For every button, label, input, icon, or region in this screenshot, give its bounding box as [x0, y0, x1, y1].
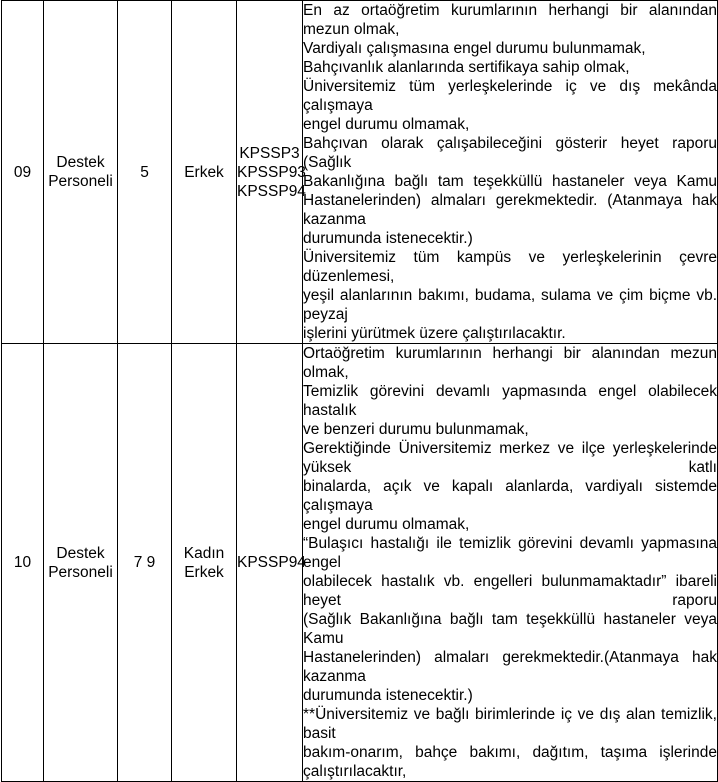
gender: Erkek [172, 1, 237, 344]
position-count: 7 9 [118, 344, 172, 782]
position-title: Destek Personeli [44, 1, 118, 344]
position-title: Destek Personeli [44, 344, 118, 782]
positions-table [1, 0, 718, 782]
requirement-line: (Sağlık Bakanlığına bağlı tam teşekküllü hastaneler veya Kamu [303, 611, 717, 647]
requirement-line: Üniversitemiz tüm yerleşkelerinde iç ve dış mekânda çalışmaya [303, 78, 717, 114]
requirement-line: durumunda istenecektir.) [303, 687, 473, 704]
requirement-line: ve benzeri durumu bulunmamak, [303, 421, 529, 438]
table-row [2, 344, 718, 782]
row-number: 09 [2, 1, 44, 344]
kpss-score-types: KPSSP3 KPSSP93 KPSSP94 [237, 1, 303, 344]
position-count: 5 [118, 1, 172, 344]
gender: Kadın Erkek [172, 344, 237, 782]
requirement-line: Temizlik görevini devamlı yapmasında engel olabilecek hastalık [303, 383, 717, 419]
requirement-line: Hastanelerinden) almaları gerekmektedir. (Atanmaya hak kazanma [303, 192, 717, 228]
requirement-line: Bahçıvan olarak çalışabileceğini gösterir heyet raporu (Sağlık [303, 135, 717, 171]
requirement-line: Üniversitemiz tüm kampüs ve yerleşkelerinin çevre düzenlemesi, [303, 249, 717, 285]
requirement-line: olabilecek hastalık vb. engelleri bulunmamaktadır” ibareli heyet raporu [303, 573, 717, 609]
requirement-line: durumunda istenecektir.) [303, 230, 473, 247]
requirement-line: Ortaöğretim kurumlarının herhangi bir alanından mezun olmak, [303, 345, 717, 381]
requirement-line: Gerektiğinde Üniversitemiz merkez ve ilçe yerleşkelerinde yüksek katlı [303, 440, 717, 476]
requirement-line: Hastanelerinden) almaları gerekmektedir.(Atanmaya hak kazanma [303, 649, 717, 685]
requirements-text [303, 344, 718, 782]
requirement-line: Bakanlığına bağlı tam teşekküllü hastaneler veya Kamu [303, 173, 717, 190]
requirement-line: Bahçıvanlık alanlarında sertifikaya sahip olmak, [303, 59, 630, 76]
requirement-line: engel durumu olmamak, [303, 516, 470, 533]
kpss-score-types: KPSSP94 [237, 344, 303, 782]
requirement-line: En az ortaöğretim kurumlarının herhangi bir alanından mezun olmak, [303, 2, 717, 38]
requirement-line: yeşil alanlarının bakımı, budama, sulama ve çim biçme vb. peyzaj [303, 287, 717, 323]
row-number: 10 [2, 344, 44, 782]
requirement-line: engel durumu olmamak, [303, 116, 470, 133]
requirement-line: binalarda, açık ve kapalı alanlarda, vardiyalı sistemde çalışmaya [303, 478, 717, 514]
requirement-line: bakım-onarım, bahçe bakımı, dağıtım, taşıma işlerinde çalıştırılacaktır, [303, 744, 717, 780]
requirement-line: işlerini yürütmek üzere çalıştırılacaktır. [303, 325, 566, 342]
requirement-line: **Üniversitemiz ve bağlı birimlerinde iç ve dış alan temizlik, basit [303, 706, 717, 742]
requirement-line: “Bulaşıcı hastalığı ile temizlik görevini devamlı yapmasına engel [303, 535, 717, 571]
table-row [2, 1, 718, 344]
requirements-text [303, 1, 718, 344]
requirement-line: Vardiyalı çalışmasına engel durumu bulunmamak, [303, 40, 646, 57]
